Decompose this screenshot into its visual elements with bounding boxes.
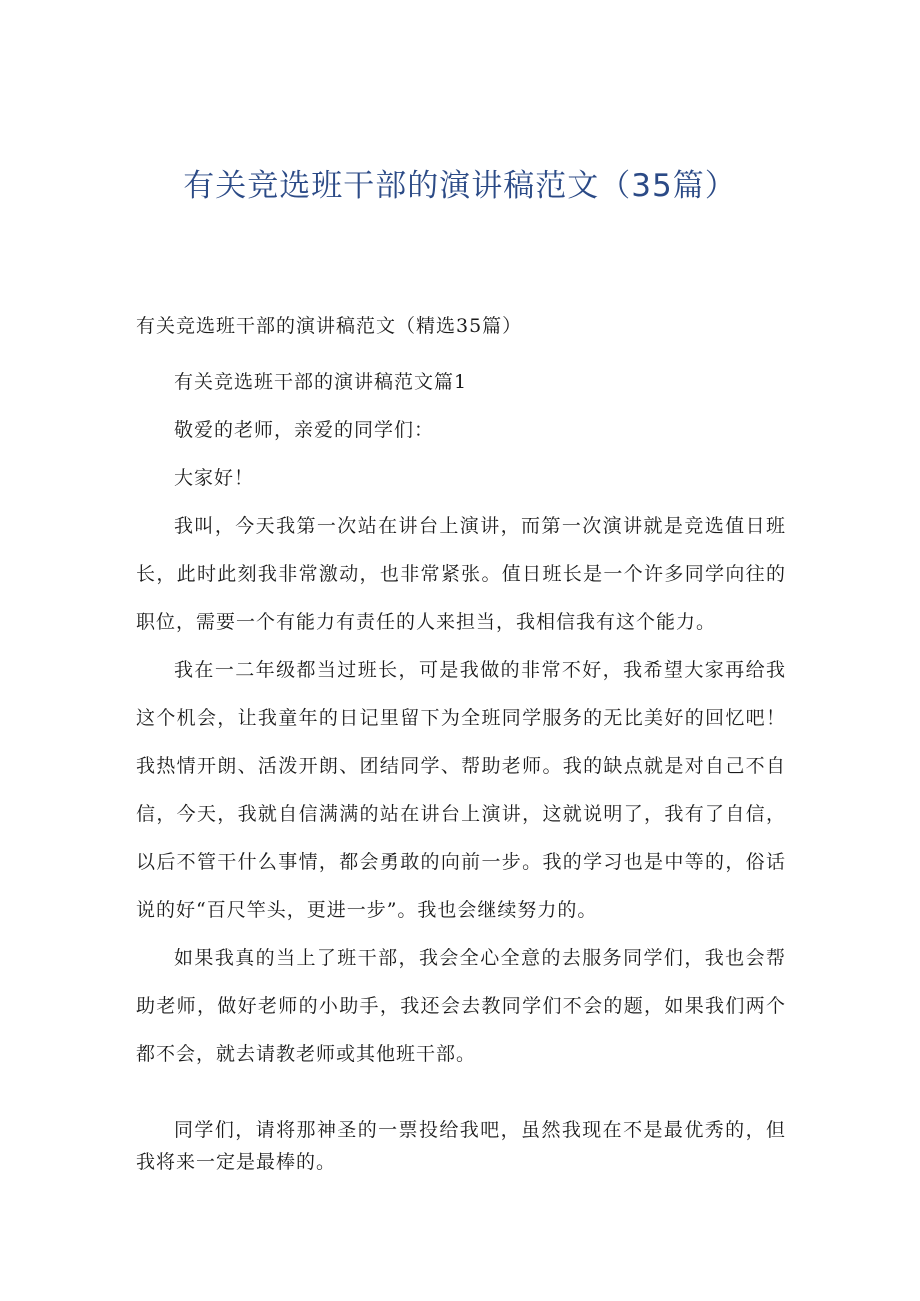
paragraph-section-heading: 有关竞选班干部的演讲稿范文篇1 [174, 371, 468, 393]
paragraph-body: 如果我真的当上了班干部，我会全心全意的去服务同学们，我也会帮助老师，做好老师的小助手，我还会去教同学们不会的题，如果我们两个都不会，就去请教老师或其他班干部。 [136, 947, 786, 1065]
document-title: 有关竞选班干部的演讲稿范文（35篇） [183, 168, 737, 204]
paragraph-body: 我在一二年级都当过班长，可是我做的非常不好，我希望大家再给我这个机会，让我童年的日记里留下为全班同学服务的无比美好的回忆吧！我热情开朗、活泼开朗、团结同学、帮助老师。我的缺点就是对自己不自信，今天，我就自信满满的站在讲台上演讲，这就说明了，我有了自信，以后不管干什么事情，都会勇敢的向前一步。我的学习也是中等的，俗话说的好“百尺竿头，更进一步”。我也会继续努力的。 [136, 659, 786, 921]
paragraph-greeting: 大家好！ [174, 467, 255, 489]
paragraph-salutation: 敬爱的老师，亲爱的同学们： [174, 419, 435, 441]
paragraph-body: 我叫，今天我第一次站在讲台上演讲，而第一次演讲就是竞选值日班长，此时此刻我非常激动，也非常紧张。值日班长是一个许多同学向往的职位，需要一个有能力有责任的人来担当，我相信我有这个能力。 [136, 515, 786, 633]
paragraph-subtitle: 有关竞选班干部的演讲稿范文（精选35篇） [136, 315, 523, 337]
document-body [136, 310, 786, 1178]
paragraph-closing: 同学们，请将那神圣的一票投给我吧，虽然我现在不是最优秀的，但我将来一定是最棒的。 [136, 1119, 786, 1173]
